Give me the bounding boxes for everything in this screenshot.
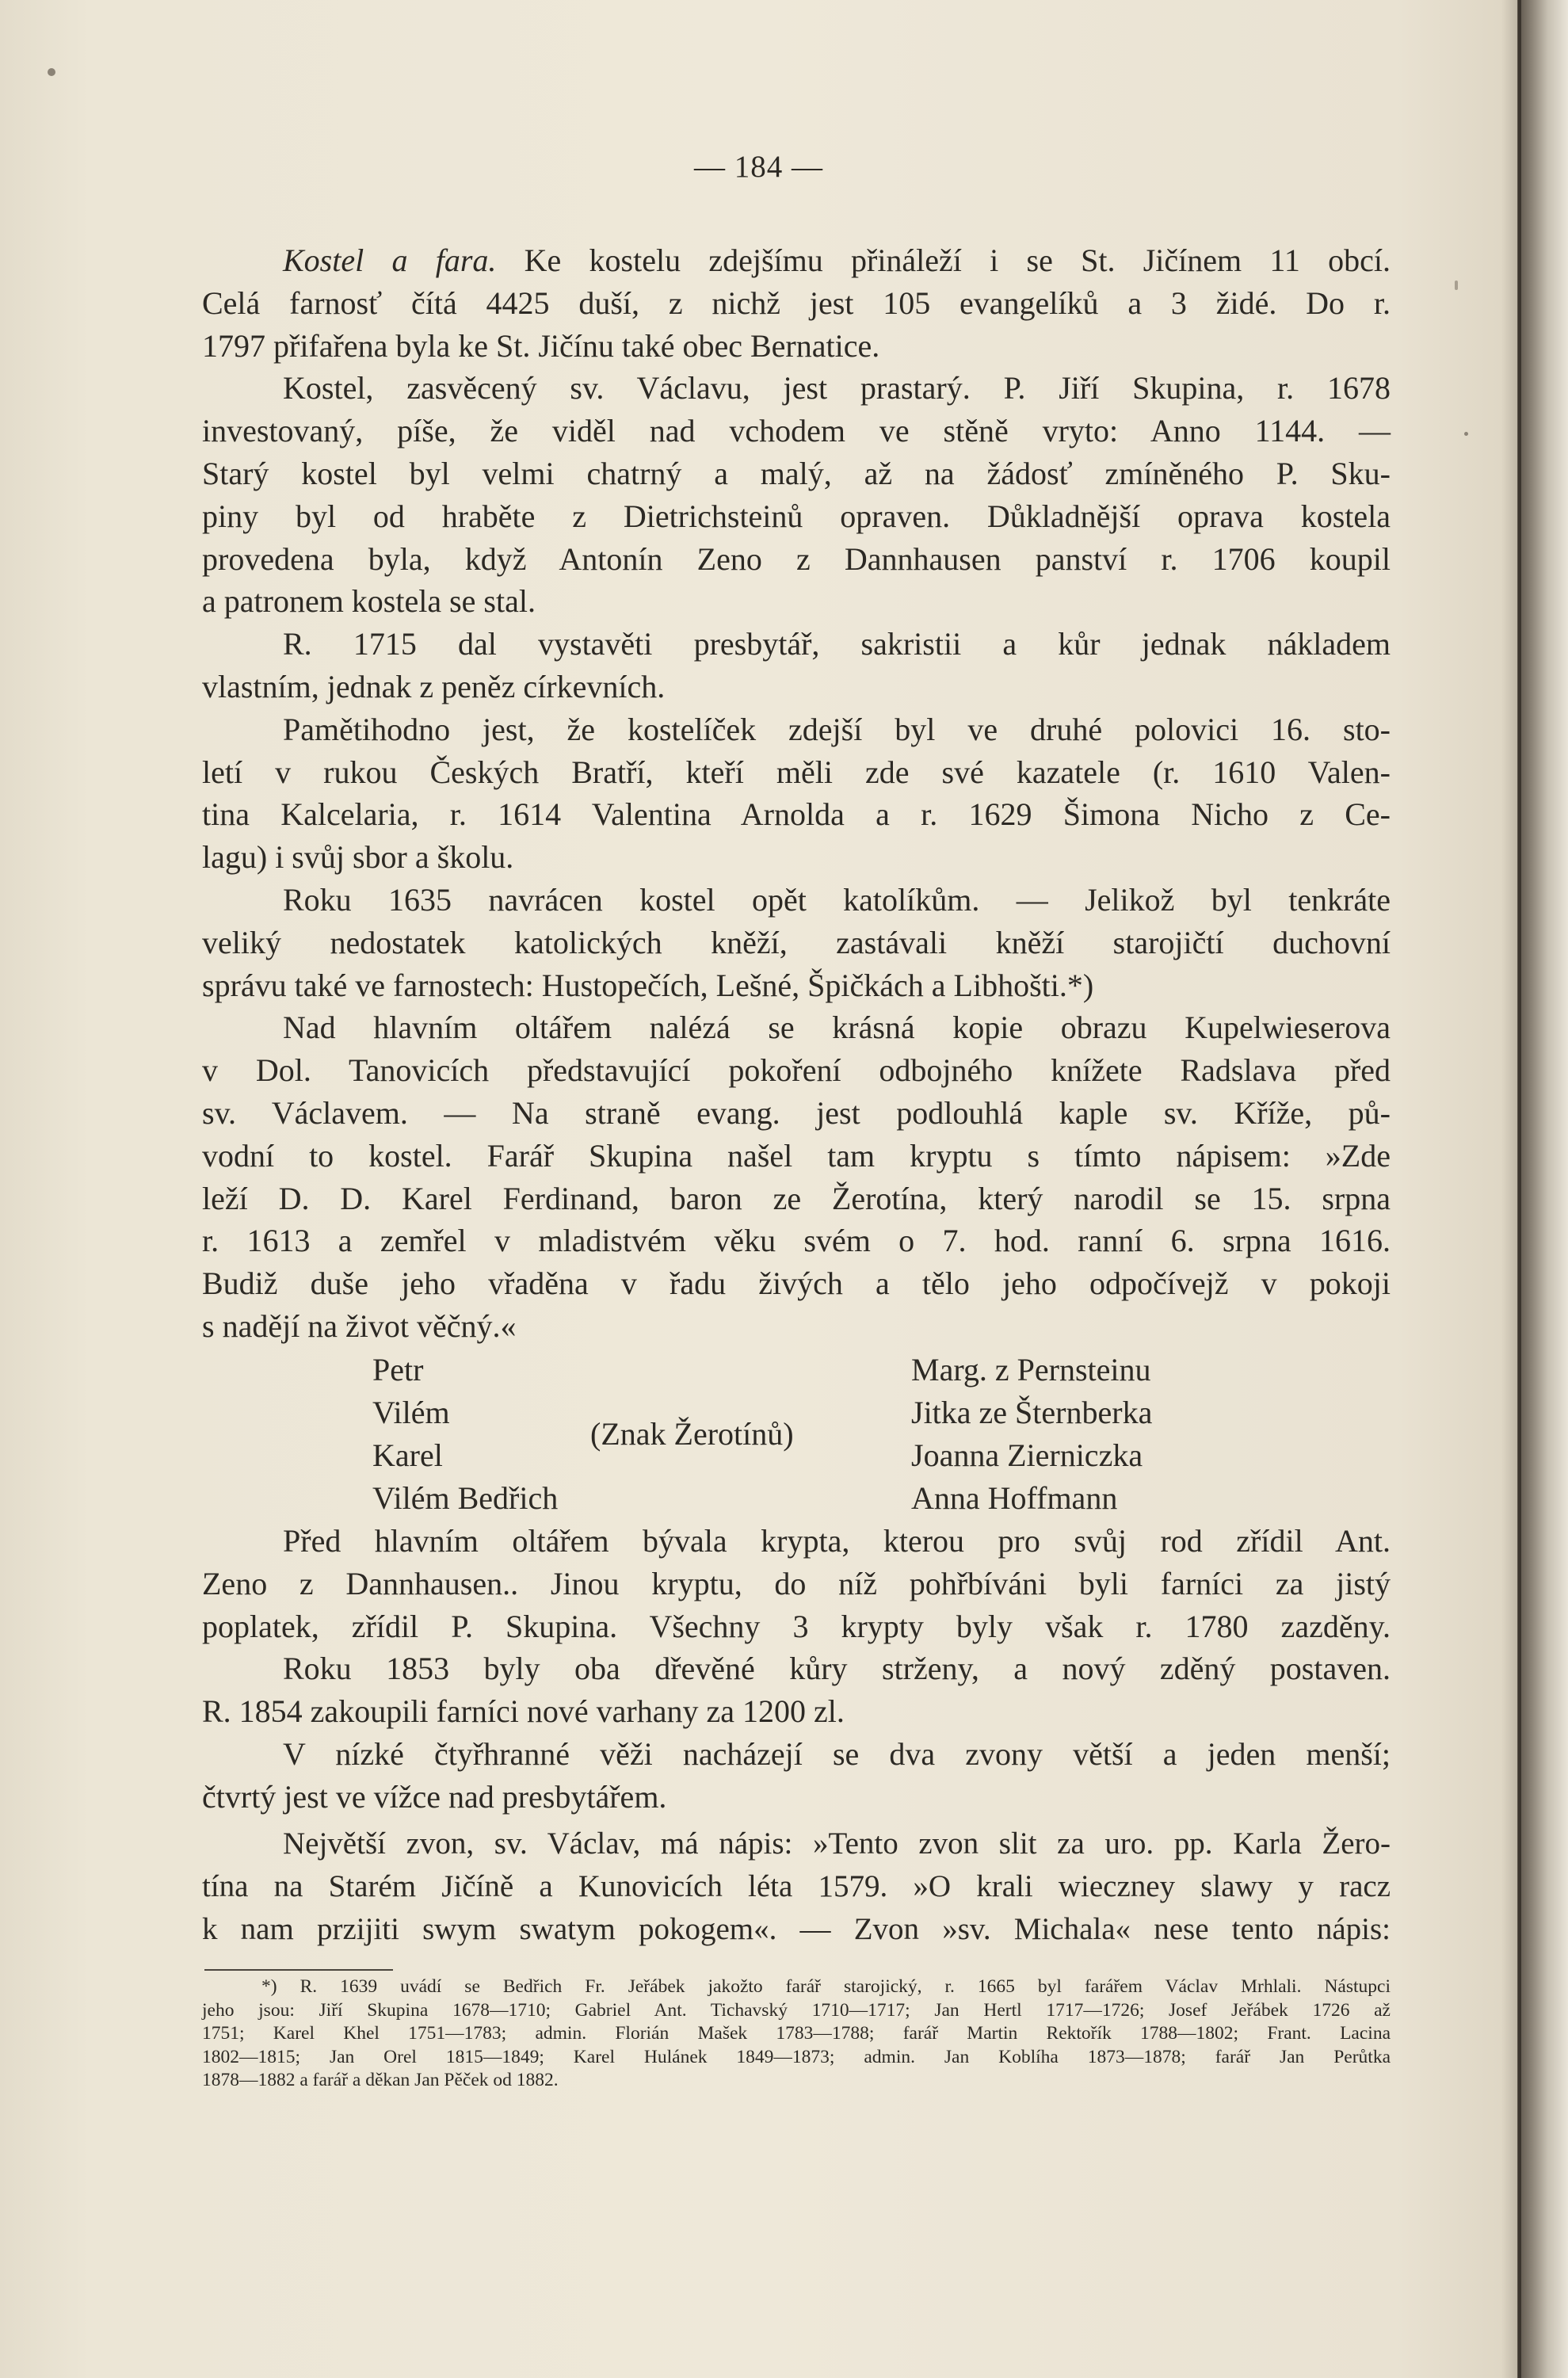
text-line: Největší zvon, sv. Václav, má nápis: »Tento zvon slit za uro. pp. Karla Žero- — [283, 1826, 1391, 1861]
text-line: tína na Starém Jičíně a Kunovicích léta 1579. »O krali wieczney slawy y racz — [202, 1869, 1391, 1903]
text-line: vlastním, jednak z peněz církevních. — [202, 668, 666, 704]
text-line: v Dol. Tanovicích představující pokoření odbojného knížete Radslava před — [202, 1052, 1391, 1089]
footnote-line: 1802—1815; Jan Orel 1815—1849; Karel Hulánek 1849—1873; admin. Jan Koblíha 1873—1878; farář Jan Perůtka — [202, 2046, 1391, 2067]
book-edge-line — [1518, 0, 1521, 2378]
text-line: Nad hlavním oltářem nalézá se krásná kopie obrazu Kupelwieserova — [283, 1010, 1391, 1046]
text-line: veliký nedostatek katolických kněží, zastávali kněží starojičtí duchovní — [202, 924, 1391, 960]
coat-of-arms-caption: (Znak Žerotínů) — [590, 1416, 794, 1452]
text-line: Pamětihodno jest, že kostelíček zdejší byl ve druhé polovici 16. sto- — [283, 711, 1391, 747]
lead-italic: Kostel a fara. — [283, 242, 497, 278]
text-line: R. 1715 dal vystavěti presbytář, sakristii a kůr jednak nákladem — [283, 626, 1391, 662]
book-edge — [1517, 0, 1568, 2378]
main-text-continued — [202, 1520, 1391, 1819]
text-line: čtvrtý jest ve vížce nad presbytářem. — [202, 1778, 667, 1815]
text-line: Před hlavním oltářem bývala krypta, kterou pro svůj rod zřídil Ant. — [283, 1523, 1391, 1559]
epitaph-right-name: Marg. z Pernsteinu — [911, 1352, 1151, 1387]
text-line: R. 1854 zakoupili farníci nové varhany za 1200 zl. — [202, 1693, 845, 1730]
text-line: provedena byla, když Antonín Zeno z Dannhausen panství r. 1706 koupil — [202, 540, 1391, 577]
text-line: leží D. D. Karel Ferdinand, baron ze Žerotína, který narodil se 15. srpna — [202, 1180, 1391, 1216]
text-line: Celá farnosť čítá 4425 duší, z nichž jest 105 evangelíků a 3 židé. Do r. — [202, 284, 1391, 321]
text-line: piny byl od hraběte z Dietrichsteinů opraven. Důkladnější oprava kostela — [202, 498, 1391, 534]
footnote-line: 1878—1882 a farář a děkan Jan Pěček od 1882. — [202, 2070, 559, 2090]
text-line: letí v rukou Českých Bratří, kteří měli zde své kazatele (r. 1610 Valen- — [202, 754, 1391, 790]
bell-inscriptions — [202, 1823, 1391, 1951]
epitaph-right-name: Joanna Zierniczka — [911, 1437, 1143, 1473]
epitaph-genealogy — [202, 1349, 1391, 1520]
text-line: Starý kostel byl velmi chatrný a malý, až na žádosť zmíněného P. Sku- — [202, 455, 1391, 491]
text-line: Budiž duše jeho vřaděna v řadu živých a tělo jeho odpočívejž v pokoji — [202, 1265, 1391, 1302]
text-line: r. 1613 a zemřel v mladistvém věku svém o 7. hod. ranní 6. srpna 1616. — [202, 1223, 1391, 1259]
text-line: Zeno z Dannhausen.. Jinou kryptu, do níž pohřbíváni byli farníci za jistý — [202, 1565, 1391, 1601]
paper-spot — [48, 68, 55, 76]
text-line: lagu) i svůj sbor a školu. — [202, 839, 514, 876]
text-line: vodní to kostel. Farář Skupina našel tam kryptu s tímto nápisem: »Zde — [202, 1137, 1391, 1174]
epitaph-left-name: Vilém — [372, 1395, 450, 1430]
paper-spot — [1464, 432, 1468, 436]
footnote-line: *) R. 1639 uvádí se Bedřich Fr. Jeřábek jakožto farář starojický, r. 1665 byl farářem Václav Mrhlali. Nástupci — [261, 1976, 1391, 1997]
epitaph-left-name: Karel — [372, 1437, 443, 1473]
footnote-line: 1751; Karel Khel 1751—1783; admin. Florián Mašek 1783—1788; farář Martin Rektořík 1788—1802; Frant. Lacina — [202, 2023, 1391, 2044]
text-line: Roku 1635 navrácen kostel opět katolíkům. — Jelikož byl tenkráte — [283, 881, 1391, 918]
text-line: tina Kalcelaria, r. 1614 Valentina Arnolda a r. 1629 Šimona Nicho z Ce- — [202, 796, 1391, 833]
epitaph-left-name: Vilém Bedřich — [372, 1480, 559, 1516]
epitaph-right-name: Jitka ze Šternberka — [911, 1395, 1153, 1430]
epitaph-left-name: Petr — [372, 1352, 424, 1387]
text-line: poplatek, zřídil P. Skupina. Všechny 3 krypty byly však r. 1780 zazděny. — [202, 1608, 1391, 1644]
text-line: a patronem kostela se stal. — [202, 583, 536, 620]
text-line: s nadějí na život věčný.« — [202, 1307, 517, 1344]
footnote-rule — [204, 1969, 393, 1971]
paper-spot — [1455, 281, 1458, 290]
footnote — [202, 1975, 1391, 2093]
text-line: Roku 1853 byly oba dřevěné kůry strženy, a nový zděný postaven. — [283, 1651, 1391, 1687]
text-line — [202, 239, 1391, 282]
text-line: investovaný, píše, že viděl nad vchodem ve stěně vryto: Anno 1144. — — [202, 413, 1391, 449]
main-text — [202, 239, 1391, 1348]
text-line: 1797 přifařena byla ke St. Jičínu také obec Bernatice. — [202, 327, 880, 364]
text-line: k nam przijiti swym swatym pokogem«. — Zvon »sv. Michala« nese tento nápis: — [202, 1912, 1391, 1946]
page-edge-shadow — [1501, 0, 1517, 2378]
text-line: správu také ve farnostech: Hustopečích, Lešné, Špičkách a Libhošti.*) — [202, 967, 1094, 1003]
text-line: V nízké čtyřhranné věži nacházejí se dva zvony větší a jeden menší; — [283, 1735, 1391, 1772]
text-line: Kostel, zasvěcený sv. Václavu, jest prastarý. P. Jiří Skupina, r. 1678 — [283, 370, 1391, 407]
text-line-rest: Ke kostelu zdejšímu přináleží i se St. Jičínem 11 obcí. — [496, 242, 1391, 278]
epitaph-right-name: Anna Hoffmann — [911, 1480, 1118, 1516]
footnote-line: jeho jsou: Jiří Skupina 1678—1710; Gabriel Ant. Tichavský 1710—1717; Jan Hertl 1717—1726; Josef Jeřábek 1726 až — [202, 1999, 1391, 2021]
page-number: — 184 — — [694, 150, 823, 184]
text-line: sv. Václavem. — Na straně evang. jest podlouhlá kaple sv. Kříže, pů- — [202, 1094, 1391, 1131]
